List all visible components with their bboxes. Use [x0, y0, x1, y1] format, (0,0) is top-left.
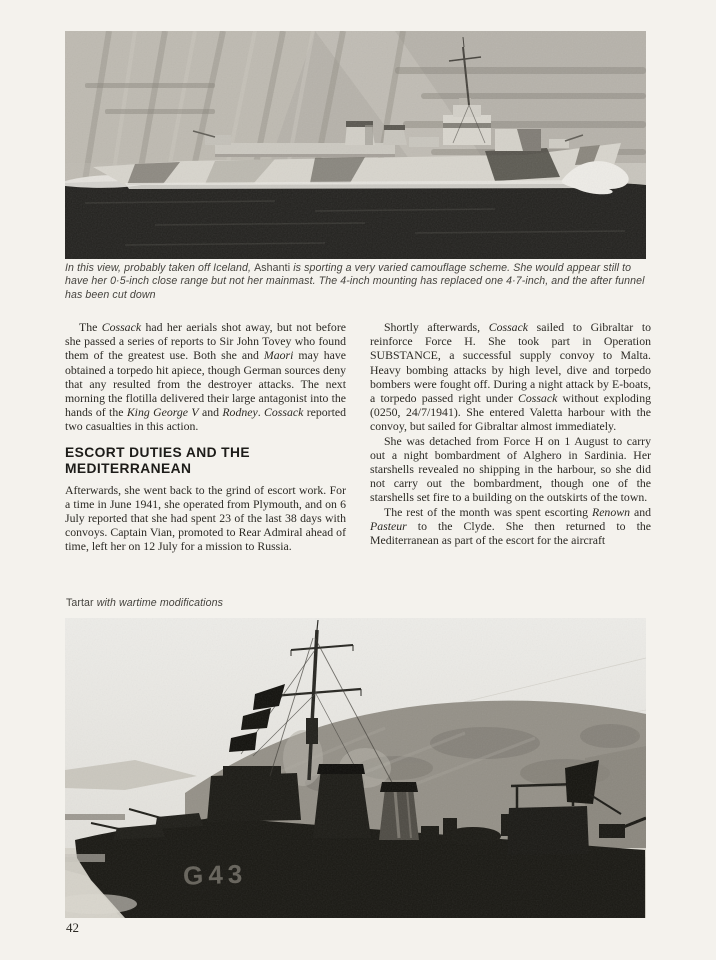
top-photo-caption [65, 262, 653, 302]
text-run: Afterwards, she went back to the grind of escort work. For a time in June 1941, she operated from Plymouth, and on 6 July reported that she had spent 23 of the last 38 days with convoys. Captain Vian, promoted to Rear Admiral ahead of time, left her on 12 July for a mission to Russia. [65, 482, 346, 554]
text-run: sailed to Gibraltar to reinforce Force H. She took part in Operation SUBSTANCE, a successful supply convoy to Malta. Heavy bombing attacks by high level, dive and torpedo bombers were fought off. During a night attack by E-boats, a torpedo passed right under [370, 320, 651, 406]
text-run: to the Clyde. She then returned to the Mediterranean as part of the escort for the aircraft [370, 518, 651, 548]
text-run: had her aerials shot away, but not before she passed a series of reports to Sir John Tovey who found them of the greatest use. Both she and [65, 320, 346, 363]
left-column [65, 320, 346, 554]
page-number: 42 [66, 920, 79, 935]
section-heading: ESCORT DUTIES AND THE MEDITERRANEAN [65, 444, 250, 476]
italic-text-run: Maori [263, 348, 294, 363]
italic-text-run: Cossack [517, 391, 558, 406]
body-paragraph [370, 505, 651, 548]
text-run: and [630, 504, 651, 519]
italic-text-run: Cossack [488, 320, 529, 334]
italic-text-run: King George V [126, 405, 199, 420]
text-run: without exploding (0250, 24/7/1941). She entered Valetta harbour with the convoy, but sailed for Gibraltar almost immediately. [370, 391, 651, 434]
text-run: Ashanti [254, 262, 291, 274]
italic-text-run: Rodney [222, 405, 258, 420]
text-run: Shortly afterwards, [384, 320, 489, 334]
text-run: The rest of the month was spent escorting [384, 504, 592, 519]
hull-number-label: G43 [182, 858, 248, 891]
right-column [370, 320, 651, 554]
body-paragraph [65, 483, 346, 554]
ashanti-photo [65, 31, 646, 259]
italic-text-run: Cossack [264, 405, 304, 420]
text-run: Tartar [66, 597, 94, 609]
text-run: reported two casualties in this action. [65, 405, 346, 434]
text-columns [65, 320, 651, 554]
ashanti-photo-art [65, 31, 646, 259]
body-paragraph [370, 320, 651, 434]
text-run: . [257, 405, 265, 420]
italic-text-run: with wartime modifications [93, 597, 223, 609]
text-run: She was detached from Force H on 1 August to carry out a night bombardment of Alghero in Sardinia. Her starshells revealed no shipping in the harbour, so she did not carry out the bombardment, though one of the starshells set fire to a building on the outskirts of the town. [370, 433, 651, 505]
body-paragraph [65, 320, 346, 434]
italic-text-run: Renown [591, 504, 630, 519]
text-run: The [79, 320, 102, 334]
text-run: may have obtained a torpedo hit apiece, though German sources deny that any resulted from the destroyer attacks. The next morning the flotilla delivered their large antagonist into the hands of the [65, 348, 346, 420]
italic-text-run: In this view, probably taken off Iceland, [65, 262, 255, 274]
text-run: and [198, 405, 223, 420]
bottom-photo-caption [66, 597, 486, 610]
italic-text-run: Pasteur [370, 518, 407, 533]
italic-text-run: Cossack [101, 320, 142, 334]
tartar-photo [65, 618, 646, 918]
italic-text-run: is sporting a very varied camouflage scheme. She would appear still to have her 0·5-inch close range but not her mainmast. The 4-inch mounting has replaced one 4·7-inch, and the after funnel has been cut down [65, 262, 645, 301]
body-paragraph [370, 434, 651, 505]
tartar-photo-art [65, 618, 646, 918]
